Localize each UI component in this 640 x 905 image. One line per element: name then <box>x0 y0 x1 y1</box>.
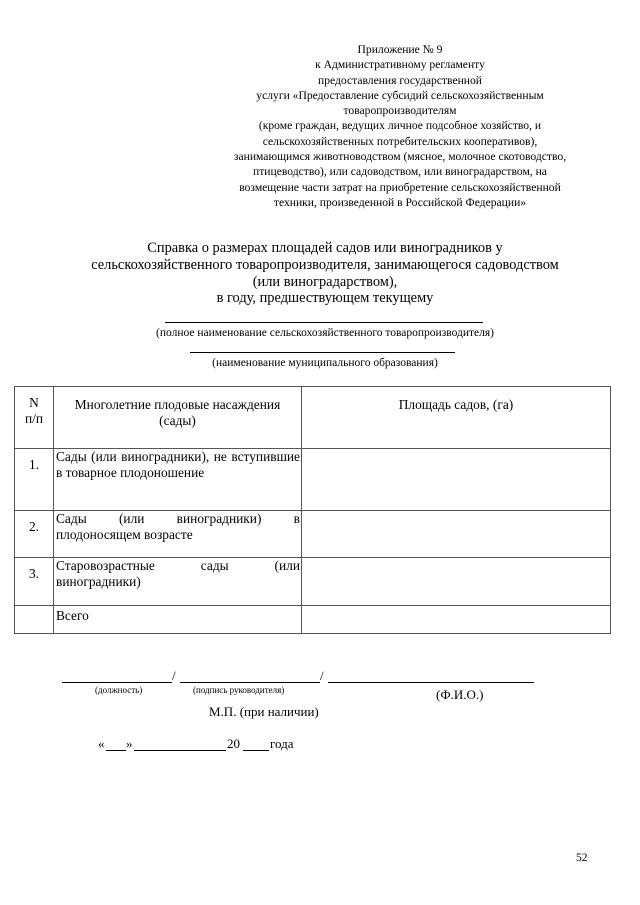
appendix-line: возмещение части затрат на приобретение сельскохозяйственной <box>239 180 561 194</box>
table-row <box>15 511 611 558</box>
row-name: Сады (или виноградники), не вступившие в товарное плодоношение <box>54 449 302 511</box>
title-line: сельскохозяйственного товаропроизводителя, занимающегося садоводством <box>91 256 559 273</box>
row-area-cell[interactable] <box>302 606 611 634</box>
date-close-quote: » <box>126 736 133 751</box>
appendix-line: сельскохозяйственных потребительских кооперативов), <box>262 134 538 148</box>
appendix-header <box>190 42 610 210</box>
header-num-line: п/п <box>24 411 44 426</box>
row-num: 3. <box>15 558 54 606</box>
date-year-field[interactable] <box>243 750 269 751</box>
appendix-line: предоставления государственной <box>318 73 482 87</box>
date-year-suffix: года <box>270 736 294 751</box>
full-name-field[interactable] <box>328 682 534 683</box>
appendix-line: (кроме граждан, ведущих личное подсобное хозяйство, и <box>258 119 542 133</box>
municipality-field[interactable] <box>190 352 455 353</box>
title-line: Справка о размерах площадей садов или виноградников у <box>147 240 503 256</box>
signature-slash: / <box>320 668 324 683</box>
page-number: 52 <box>576 852 588 864</box>
position-caption: (должность) <box>95 685 143 695</box>
signature-slash: / <box>172 668 176 683</box>
row-area-cell[interactable] <box>302 449 611 511</box>
row-name: Сады (или виноградники) в плодоносящем возрасте <box>54 511 302 558</box>
producer-name-field[interactable] <box>165 322 483 323</box>
name-caption: (Ф.И.О.) <box>436 687 484 702</box>
title-line: в году, предшествующем текущему <box>216 290 434 307</box>
appendix-line: услуги «Предоставление субсидий сельскохозяйственным <box>256 88 544 102</box>
appendix-line: товаропроизводителям <box>343 104 457 118</box>
date-year-prefix: 20 <box>227 736 240 751</box>
header-num <box>15 387 54 449</box>
row-num <box>15 606 54 634</box>
title-line: (или виноградарством), <box>252 273 398 290</box>
header-plantings-line: Многолетние плодовые насаждения <box>74 397 281 412</box>
producer-name-caption: (полное наименование сельскохозяйственного товаропроизводителя) <box>156 327 494 339</box>
appendix-line: к Административному регламенту <box>315 58 485 72</box>
date-open-quote: « <box>98 736 105 751</box>
municipality-caption: (наименование муниципального образования) <box>212 357 438 369</box>
row-area-cell[interactable] <box>302 511 611 558</box>
header-area: Площадь садов, (га) <box>302 387 611 449</box>
row-num: 1. <box>15 449 54 511</box>
row-num: 2. <box>15 511 54 558</box>
signature-caption: (подпись руководителя) <box>193 685 285 695</box>
table-header-row <box>15 387 611 449</box>
signature-field[interactable] <box>180 682 320 683</box>
table-row-total <box>15 606 611 634</box>
row-name: Всего <box>54 606 302 634</box>
table-row <box>15 449 611 511</box>
header-num-line: N <box>29 395 39 410</box>
row-area-cell[interactable] <box>302 558 611 606</box>
appendix-line: занимающимся животноводством (мясное, молочное скотоводство, <box>233 150 567 164</box>
document-title <box>60 240 590 307</box>
orchards-table <box>14 386 611 634</box>
date-day-field[interactable] <box>106 750 126 751</box>
appendix-line: птицеводство), или садоводством, или виноградарством, на <box>253 165 547 179</box>
table-row <box>15 558 611 606</box>
row-name: Старовозрастные сады (или виноградники) <box>54 558 302 606</box>
position-field[interactable] <box>62 682 172 683</box>
stamp-placeholder: М.П. (при наличии) <box>209 704 319 719</box>
header-plantings <box>54 387 302 449</box>
appendix-line: Приложение № 9 <box>357 43 443 56</box>
date-month-field[interactable] <box>134 750 226 751</box>
appendix-line: техники, произведенной в Российской Федерации» <box>273 195 527 209</box>
header-plantings-line: (сады) <box>159 413 196 428</box>
